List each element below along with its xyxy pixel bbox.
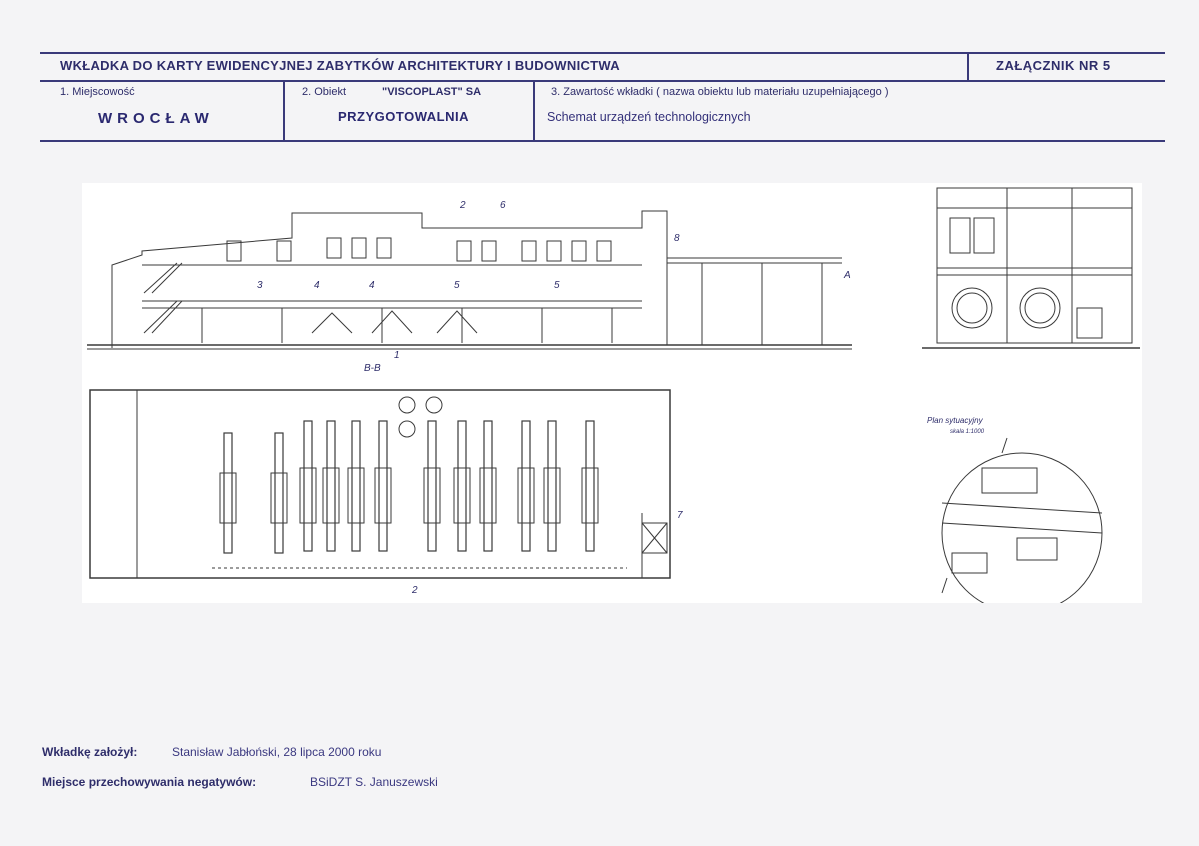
locality-label: 1. Miejscowość: [60, 86, 135, 98]
annex-number: ZAŁĄCZNIK NR 5: [996, 58, 1111, 73]
callout-5b: 5: [554, 280, 560, 291]
site-plan-scale: skala 1:1000: [950, 429, 985, 435]
page-title: WKŁADKA DO KARTY EWIDENCYJNEJ ZABYTKÓW ARCHITEKTURY I BUDOWNICTWA: [60, 58, 620, 73]
callout-2-bottom: 2: [412, 585, 418, 596]
callout-5a: 5: [454, 280, 460, 291]
object-company: "VISCOPLAST" SA: [382, 86, 482, 98]
created-by-value: Stanisław Jabłoński, 28 lipca 2000 roku: [172, 745, 382, 759]
callout-a: A: [844, 270, 851, 281]
negatives-location-value: BSiDZT S. Januszewski: [310, 775, 438, 789]
callout-7: 7: [677, 510, 683, 521]
negatives-location-label: Miejsce przechowywania negatywów:: [42, 775, 257, 789]
contents-value: Schemat urządzeń technologicznych: [547, 110, 751, 124]
field-divider-1: [283, 80, 285, 140]
callout-6: 6: [500, 200, 506, 211]
locality-value: WROCŁAW: [98, 110, 214, 127]
field-divider-2: [533, 80, 535, 140]
callout-4a: 4: [314, 280, 320, 291]
technical-drawing: [82, 183, 1142, 603]
callout-8: 8: [674, 233, 680, 244]
contents-label: 3. Zawartość wkładki ( nazwa obiektu lub materiału uzupełniającego ): [551, 86, 889, 98]
callout-2-top: 2: [460, 200, 466, 211]
section-label: B-B: [364, 363, 381, 374]
site-plan-title: Plan sytuacyjny: [927, 416, 983, 425]
header-middle-rule: [40, 80, 1165, 82]
callout-4b: 4: [369, 280, 375, 291]
callout-3: 3: [257, 280, 263, 291]
created-by-label: Wkładkę założył:: [42, 745, 138, 759]
object-label: 2. Obiekt: [302, 86, 347, 98]
object-value: PRZYGOTOWALNIA: [338, 109, 469, 124]
callout-1: 1: [394, 350, 400, 361]
header-annex-divider: [967, 52, 969, 80]
header-top-rule: [40, 52, 1165, 54]
header-bottom-rule: [40, 140, 1165, 142]
